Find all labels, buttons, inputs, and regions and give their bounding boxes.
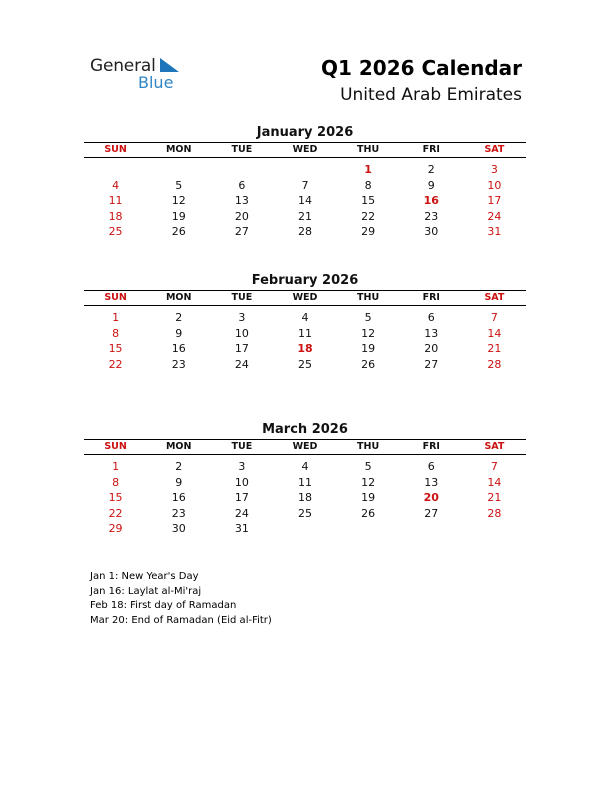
- day-cell: 8: [112, 475, 120, 489]
- day-cell: 7: [301, 178, 309, 192]
- empty-day-cell: [147, 162, 210, 178]
- day-cell: 8: [112, 326, 120, 340]
- day-cell: 14: [487, 475, 502, 489]
- month-calendar: [84, 421, 526, 537]
- page-subtitle: United Arab Emirates: [340, 85, 522, 105]
- day-cell: 16: [171, 491, 186, 504]
- week-row: [84, 521, 526, 537]
- day-cell: 18: [297, 491, 312, 504]
- day-of-week-label: FRI: [422, 144, 440, 155]
- holiday-item: Jan 1: New Year's Day: [90, 571, 199, 582]
- week-row: [84, 326, 526, 342]
- day-cell: 5: [364, 311, 372, 324]
- day-cell: 10: [234, 326, 249, 340]
- month-grid: [84, 455, 526, 537]
- week-row: [84, 193, 526, 209]
- day-cell: 20: [234, 209, 249, 223]
- day-cell: 28: [297, 225, 312, 238]
- day-of-week-label: SUN: [104, 144, 127, 155]
- holiday-list: [90, 570, 272, 628]
- day-cell: 14: [487, 326, 502, 340]
- day-cell: 19: [171, 209, 186, 223]
- day-of-week-header: [84, 142, 526, 158]
- week-row: [84, 506, 526, 522]
- day-cell: 6: [427, 311, 435, 324]
- page-title: Q1 2026 Calendar: [320, 56, 522, 80]
- day-of-week-label: SUN: [104, 292, 127, 303]
- day-cell: 6: [427, 460, 435, 473]
- day-cell: 4: [301, 311, 309, 324]
- empty-day-cell: [463, 521, 526, 537]
- day-of-week-label: MON: [165, 144, 192, 155]
- day-cell: 25: [297, 506, 312, 520]
- day-cell: 12: [361, 475, 376, 489]
- day-cell: 18: [108, 209, 123, 223]
- holiday-item: Feb 18: First day of Ramadan: [90, 600, 237, 611]
- day-cell: 11: [297, 326, 312, 340]
- day-cell: 23: [171, 506, 186, 520]
- day-cell: 1: [112, 460, 120, 473]
- day-of-week-label: WED: [292, 144, 318, 155]
- day-cell: 22: [108, 357, 123, 371]
- day-of-week-label: SAT: [484, 292, 505, 303]
- month-grid: [84, 306, 526, 372]
- day-cell: 13: [424, 326, 439, 340]
- day-cell: 22: [361, 209, 376, 223]
- day-cell: 13: [424, 475, 439, 489]
- day-of-week-label: SAT: [484, 441, 505, 452]
- day-cell: 20: [424, 342, 439, 355]
- day-cell: 17: [234, 342, 249, 355]
- day-cell: 9: [175, 326, 183, 340]
- empty-day-cell: [84, 162, 147, 178]
- day-cell: 24: [234, 506, 249, 520]
- day-of-week-label: TUE: [231, 144, 253, 155]
- day-of-week-label: SUN: [104, 441, 127, 452]
- day-cell: 12: [361, 326, 376, 340]
- day-cell: 27: [424, 506, 439, 520]
- day-cell: 9: [175, 475, 183, 489]
- day-cell: 5: [175, 178, 183, 192]
- day-cell: 30: [171, 522, 186, 535]
- day-cell: 10: [487, 178, 502, 192]
- day-cell: 4: [112, 178, 120, 192]
- logo-word-blue: Blue: [138, 73, 174, 92]
- day-cell: 3: [238, 311, 246, 324]
- day-cell: 7: [490, 311, 498, 324]
- day-cell: 15: [108, 491, 123, 504]
- week-row: [84, 310, 526, 326]
- day-cell: 23: [424, 209, 439, 223]
- day-of-week-label: TUE: [231, 292, 253, 303]
- day-cell: 4: [301, 460, 309, 473]
- day-cell: 30: [424, 225, 439, 238]
- day-cell: 6: [238, 178, 246, 192]
- empty-day-cell: [400, 521, 463, 537]
- logo-word-general: General: [90, 56, 156, 76]
- empty-day-cell: [210, 162, 273, 178]
- day-cell: 13: [234, 194, 249, 207]
- day-of-week-label: MON: [165, 441, 192, 452]
- day-of-week-label: SAT: [484, 144, 505, 155]
- day-cell: 27: [234, 225, 249, 238]
- day-cell: 16: [171, 342, 186, 355]
- day-cell: 31: [487, 225, 502, 238]
- day-cell: 10: [234, 475, 249, 489]
- week-row: [84, 490, 526, 506]
- week-row: [84, 224, 526, 240]
- day-of-week-label: WED: [292, 441, 318, 452]
- day-cell: 26: [361, 506, 376, 520]
- day-of-week-label: MON: [165, 292, 192, 303]
- month-title: January 2026: [256, 125, 354, 140]
- day-cell: 3: [490, 163, 498, 176]
- day-cell: 20: [423, 491, 439, 504]
- generalblue-logo: [90, 56, 210, 96]
- week-row: [84, 178, 526, 194]
- day-cell: 25: [108, 225, 123, 238]
- day-of-week-label: THU: [357, 441, 380, 452]
- month-calendar: [84, 124, 526, 240]
- day-of-week-header: [84, 290, 526, 306]
- day-cell: 24: [234, 357, 249, 371]
- holiday-item: Mar 20: End of Ramadan (Eid al-Fitr): [90, 614, 272, 626]
- day-cell: 2: [427, 163, 435, 176]
- week-row: [84, 475, 526, 491]
- day-cell: 12: [171, 194, 186, 207]
- month-grid: [84, 158, 526, 240]
- day-cell: 9: [427, 178, 435, 192]
- day-of-week-header: [84, 439, 526, 455]
- day-of-week-label: TUE: [231, 441, 253, 452]
- day-of-week-label: FRI: [422, 441, 440, 452]
- day-cell: 1: [112, 311, 120, 324]
- day-cell: 7: [490, 460, 498, 473]
- day-cell: 21: [487, 342, 502, 355]
- day-of-week-label: THU: [357, 292, 380, 303]
- empty-day-cell: [273, 521, 336, 537]
- day-cell: 29: [108, 522, 123, 535]
- logo-triangle-icon: [160, 58, 179, 72]
- day-cell: 29: [361, 225, 376, 238]
- day-cell: 21: [297, 209, 312, 223]
- day-cell: 15: [108, 342, 123, 355]
- week-row: [84, 357, 526, 373]
- day-cell: 22: [108, 506, 123, 520]
- day-cell: 26: [361, 357, 376, 371]
- day-cell: 23: [171, 357, 186, 371]
- day-cell: 15: [361, 194, 376, 207]
- week-row: [84, 459, 526, 475]
- month-title: March 2026: [262, 422, 348, 437]
- day-cell: 21: [487, 491, 502, 504]
- day-cell: 5: [364, 460, 372, 473]
- day-of-week-label: FRI: [422, 292, 440, 303]
- week-row: [84, 341, 526, 357]
- empty-day-cell: [273, 162, 336, 178]
- day-cell: 28: [487, 357, 502, 371]
- week-row: [84, 162, 526, 178]
- day-cell: 18: [297, 342, 313, 355]
- month-calendar: [84, 272, 526, 372]
- day-cell: 2: [175, 311, 183, 324]
- day-cell: 3: [238, 460, 246, 473]
- day-cell: 17: [234, 491, 249, 504]
- week-row: [84, 209, 526, 225]
- day-cell: 19: [361, 342, 376, 355]
- empty-day-cell: [337, 521, 400, 537]
- day-cell: 11: [108, 194, 123, 207]
- day-cell: 16: [423, 194, 439, 207]
- day-cell: 25: [297, 357, 312, 371]
- day-of-week-label: WED: [292, 292, 318, 303]
- day-cell: 24: [487, 209, 502, 223]
- month-title: February 2026: [251, 273, 359, 288]
- day-cell: 11: [297, 475, 312, 489]
- day-cell: 28: [487, 506, 502, 520]
- day-cell: 19: [361, 491, 376, 504]
- day-cell: 1: [364, 163, 372, 176]
- day-of-week-label: THU: [357, 144, 380, 155]
- day-cell: 17: [487, 194, 502, 207]
- day-cell: 27: [424, 357, 439, 371]
- day-cell: 26: [171, 225, 186, 238]
- day-cell: 8: [364, 178, 372, 192]
- day-cell: 14: [297, 194, 312, 207]
- day-cell: 2: [175, 460, 183, 473]
- holiday-item: Jan 16: Laylat al-Mi'raj: [90, 585, 202, 597]
- day-cell: 31: [234, 522, 249, 535]
